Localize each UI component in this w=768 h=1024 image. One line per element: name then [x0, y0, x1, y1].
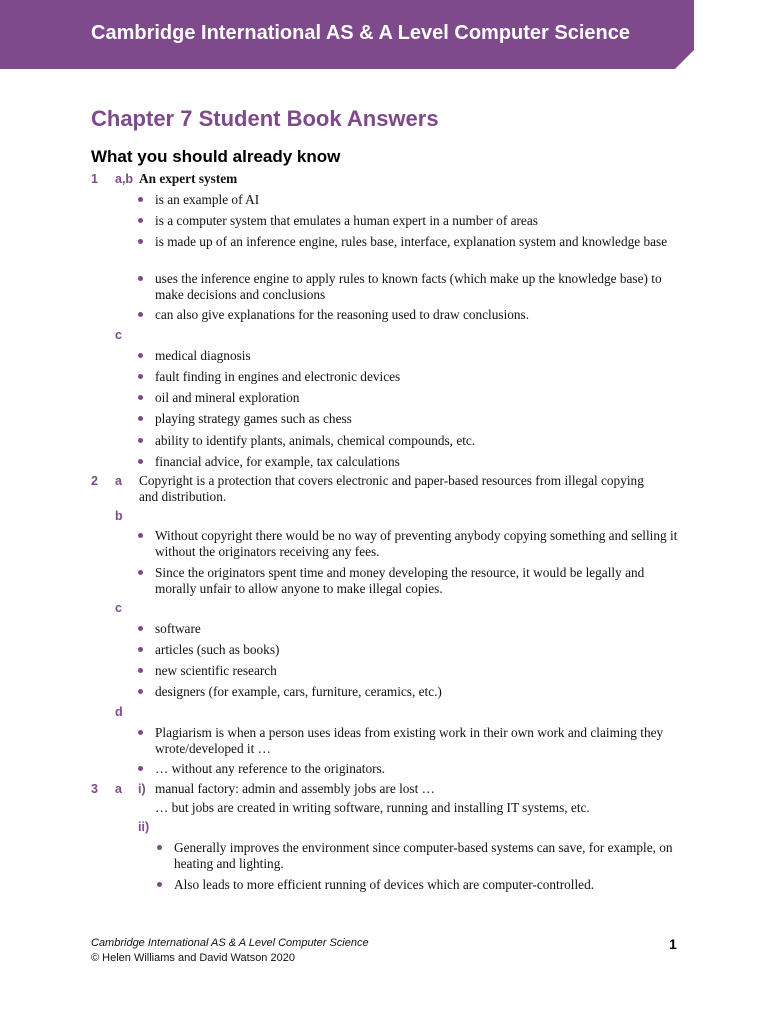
list-item: Without copyright there would be no way of preventing anybody copying something and selling it without the originators receiving any fees. — [155, 528, 678, 559]
list-item: Generally improves the environment since computer-based systems can save, for example, on heating and lighting. — [174, 840, 673, 871]
question-2-a-label: a — [115, 474, 122, 488]
bullet-icon — [157, 882, 162, 887]
bullet-icon — [138, 312, 143, 317]
question-2-c-label: c — [115, 601, 122, 615]
page-number: 1 — [669, 936, 677, 952]
list-item: designers (for example, cars, furniture, ceramics, etc.) — [155, 684, 442, 699]
question-1-c-label: c — [115, 328, 122, 342]
question-3-ii-label: ii) — [138, 820, 150, 834]
bullet-icon — [157, 845, 162, 850]
list-item: new scientific research — [155, 663, 277, 678]
bullet-icon — [138, 416, 143, 421]
question-2-a-text: Copyright is a protection that covers electronic and paper-based resources from illegal copying and distribution. — [139, 473, 644, 504]
bullet-icon — [138, 353, 143, 358]
question-3-i-label: i) — [138, 782, 146, 796]
question-3-i-line2: … but jobs are created in writing software, running and installing IT systems, etc. — [155, 800, 590, 815]
list-item: Plagiarism is when a person uses ideas from existing work in their own work and claiming they wrote/developed it … — [155, 725, 664, 756]
list-item: … without any reference to the originators. — [155, 761, 386, 776]
bullet-icon — [138, 766, 143, 771]
footer-book-title: Cambridge International AS & A Level Computer Science — [91, 937, 369, 949]
chapter-title: Chapter 7 Student Book Answers — [91, 106, 439, 131]
bullet-icon — [138, 395, 143, 400]
bullet-icon — [138, 626, 143, 631]
bullet-icon — [138, 438, 143, 443]
list-item: fault finding in engines and electronic devices — [155, 369, 401, 384]
list-item: can also give explanations for the reasoning used to draw conclusions. — [155, 307, 530, 322]
question-3-a-label: a — [115, 782, 122, 796]
bullet-icon — [138, 689, 143, 694]
header-title: Cambridge International AS & A Level Computer Science — [91, 22, 631, 44]
question-3-number: 3 — [91, 782, 98, 796]
bullet-icon — [138, 533, 143, 538]
question-1-number: 1 — [91, 172, 98, 186]
bullet-icon — [138, 459, 143, 464]
bullet-icon — [138, 647, 143, 652]
list-item: uses the inference engine to apply rules to known facts (which make up the knowledge base) to make decisions and conclusions — [155, 271, 662, 302]
bullet-icon — [138, 374, 143, 379]
question-2-number: 2 — [91, 474, 98, 488]
list-item: medical diagnosis — [155, 348, 251, 363]
list-item: oil and mineral exploration — [155, 390, 300, 405]
footer-copyright: © Helen Williams and David Watson 2020 — [91, 952, 295, 964]
bullet-icon — [138, 239, 143, 244]
question-1-ab-title: An expert system — [139, 171, 238, 186]
question-2-b-label: b — [115, 509, 123, 523]
question-1-ab-label: a,b — [115, 172, 134, 186]
list-item: articles (such as books) — [155, 642, 280, 657]
list-item: playing strategy games such as chess — [155, 411, 352, 426]
bullet-icon — [138, 276, 143, 281]
bullet-icon — [138, 570, 143, 575]
bullet-icon — [138, 218, 143, 223]
list-item: software — [155, 621, 201, 636]
question-2-d-label: d — [115, 705, 123, 719]
bullet-icon — [138, 197, 143, 202]
bullet-icon — [138, 668, 143, 673]
list-item: ability to identify plants, animals, chemical compounds, etc. — [155, 433, 476, 448]
list-item: Also leads to more efficient running of devices which are computer-controlled. — [174, 877, 595, 892]
bullet-icon — [138, 730, 143, 735]
section-title: What you should already know — [91, 147, 341, 166]
list-item: Since the originators spent time and money developing the resource, it would be legally and morally unfair to allow anyone to make illegal copies. — [155, 565, 645, 596]
question-3-i-line1: manual factory: admin and assembly jobs are lost … — [155, 781, 435, 796]
list-item: is a computer system that emulates a human expert in a number of areas — [155, 213, 538, 228]
list-item: is an example of AI — [155, 192, 260, 207]
list-item: is made up of an inference engine, rules base, interface, explanation system and knowledge base — [155, 234, 668, 249]
list-item: financial advice, for example, tax calculations — [155, 454, 400, 469]
